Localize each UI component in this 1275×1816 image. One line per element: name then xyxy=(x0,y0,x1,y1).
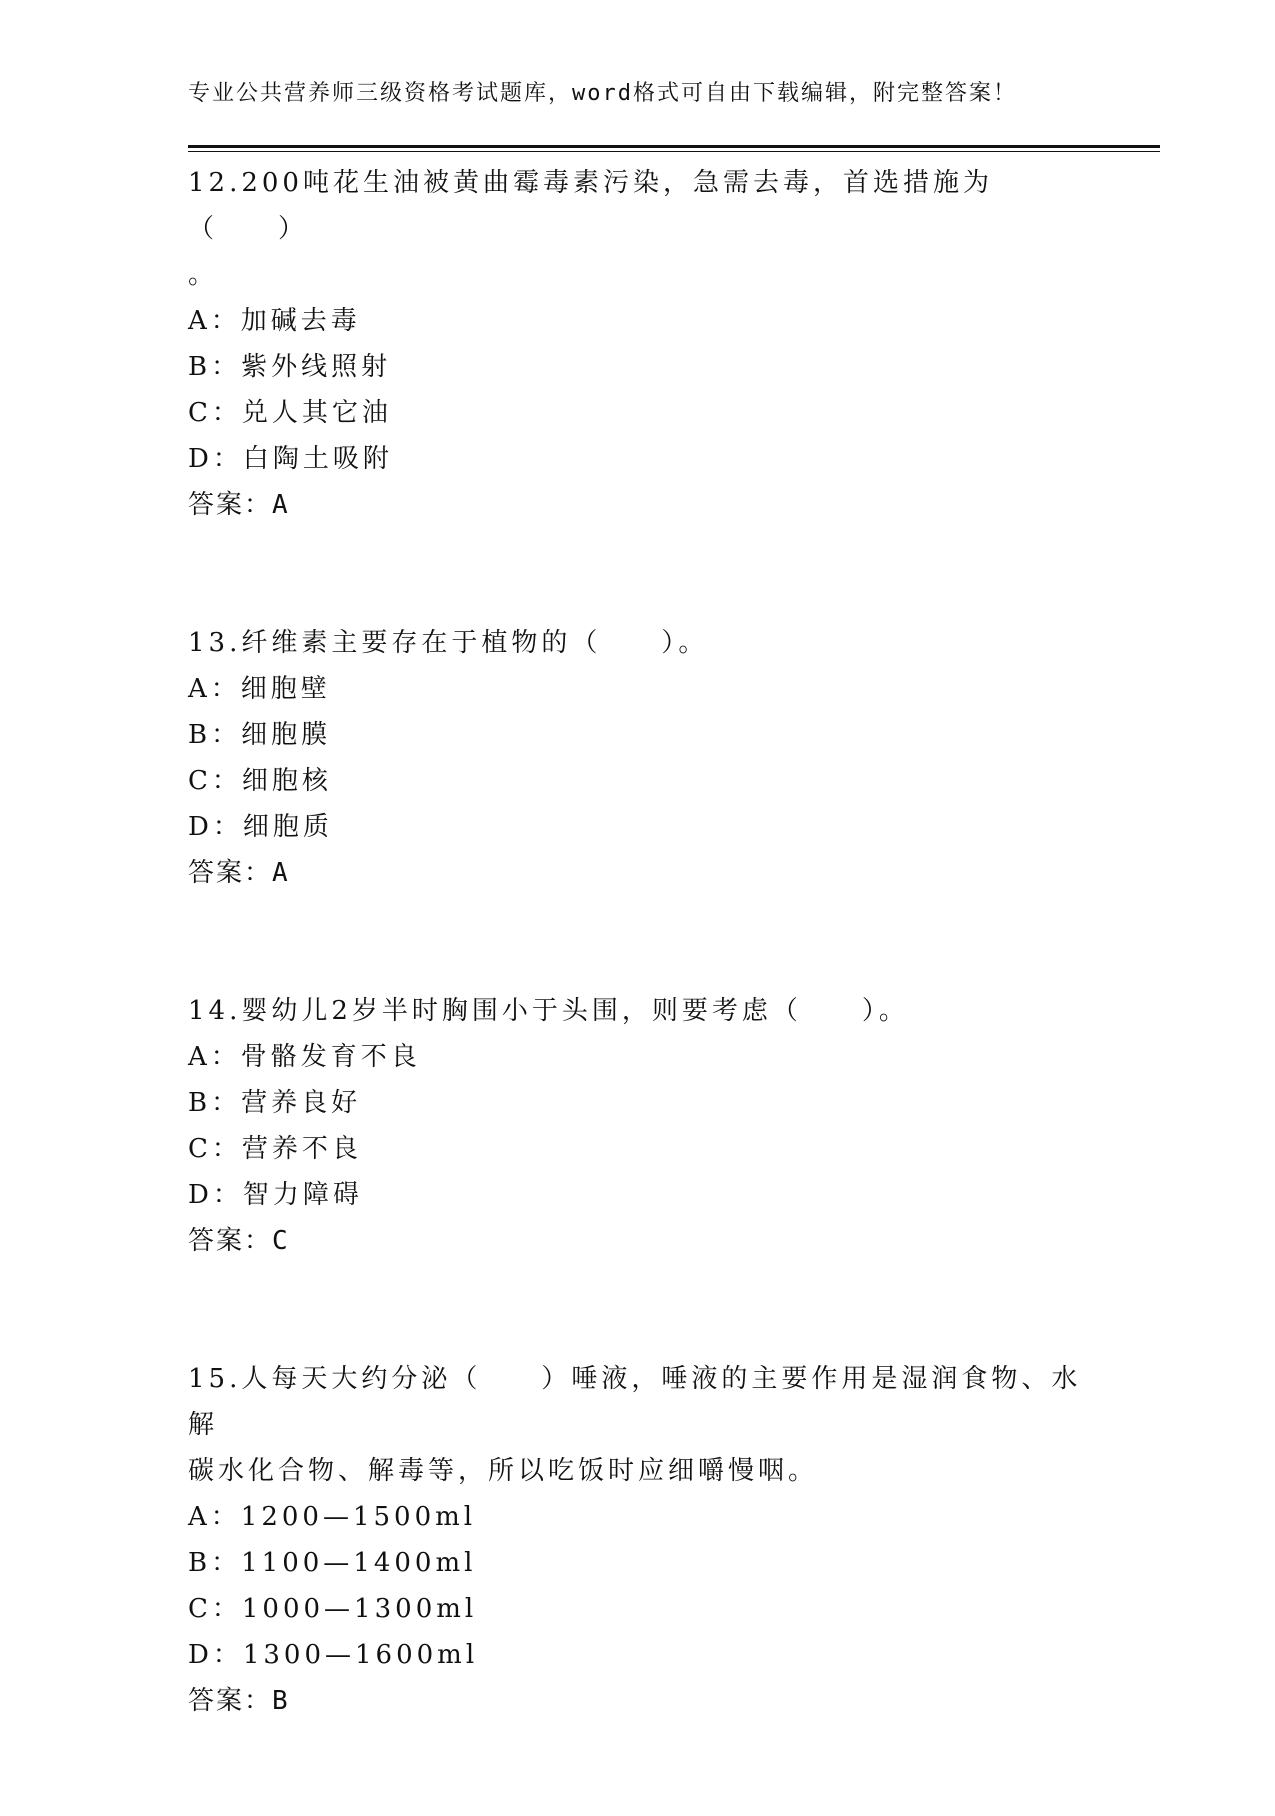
question-stem: 14.婴幼儿2岁半时胸围小于头围，则要考虑（ ）。 xyxy=(188,996,909,1026)
option-d: D：细胞质 xyxy=(188,812,333,842)
question-13 xyxy=(188,620,1088,896)
answer-line xyxy=(188,1678,1088,1724)
answer-label: 答案： xyxy=(188,490,273,520)
option-a: A：1200—1500ml xyxy=(188,1502,477,1532)
answer-label: 答案： xyxy=(188,1686,273,1716)
option-a: A：细胞壁 xyxy=(188,674,331,704)
option-c: C：1000—1300ml xyxy=(188,1594,478,1624)
answer-line xyxy=(188,482,1088,528)
question-stem-continued: 碳水化合物、解毒等，所以吃饭时应细嚼慢咽。 xyxy=(188,1456,819,1486)
option-a: A：骨骼发育不良 xyxy=(188,1042,421,1072)
question-stem: 12.200吨花生油被黄曲霉毒素污染，急需去毒，首选措施为（ ） xyxy=(188,168,993,244)
option-c: C：兑人其它油 xyxy=(188,398,392,428)
answer-label: 答案： xyxy=(188,1226,273,1256)
answer-value: B xyxy=(272,1686,290,1716)
option-c: C：营养不良 xyxy=(188,1134,362,1164)
page-header: 专业公共营养师三级资格考试题库，word格式可自由下载编辑，附完整答案！ xyxy=(188,81,1017,106)
option-c: C：细胞核 xyxy=(188,766,332,796)
question-list xyxy=(188,160,1088,1816)
question-stem: 15.人每天大约分泌（ ）唾液，唾液的主要作用是湿润食物、水解 xyxy=(188,1364,1082,1440)
question-12 xyxy=(188,160,1088,528)
answer-line xyxy=(188,1218,1088,1264)
answer-value: A xyxy=(272,490,290,520)
header-rule-thin xyxy=(188,151,1160,152)
option-b: B：1100—1400ml xyxy=(188,1548,477,1578)
answer-value: C xyxy=(272,1226,290,1256)
option-b: B：紫外线照射 xyxy=(188,352,392,382)
option-a: A：加碱去毒 xyxy=(188,306,361,336)
option-d: D：1300—1600ml xyxy=(188,1640,479,1670)
option-d: D：智力障碍 xyxy=(188,1180,363,1210)
option-b: B：营养良好 xyxy=(188,1088,362,1118)
answer-line xyxy=(188,850,1088,896)
question-15 xyxy=(188,1356,1088,1724)
question-stem: 13.纤维素主要存在于植物的（ ）。 xyxy=(188,628,709,658)
question-stem-continued: 。 xyxy=(188,260,219,290)
answer-label: 答案： xyxy=(188,858,273,888)
option-b: B：细胞膜 xyxy=(188,720,332,750)
option-d: D：白陶土吸附 xyxy=(188,444,393,474)
answer-value: A xyxy=(272,858,290,888)
header-rule-thick xyxy=(188,145,1160,148)
question-14 xyxy=(188,988,1088,1264)
